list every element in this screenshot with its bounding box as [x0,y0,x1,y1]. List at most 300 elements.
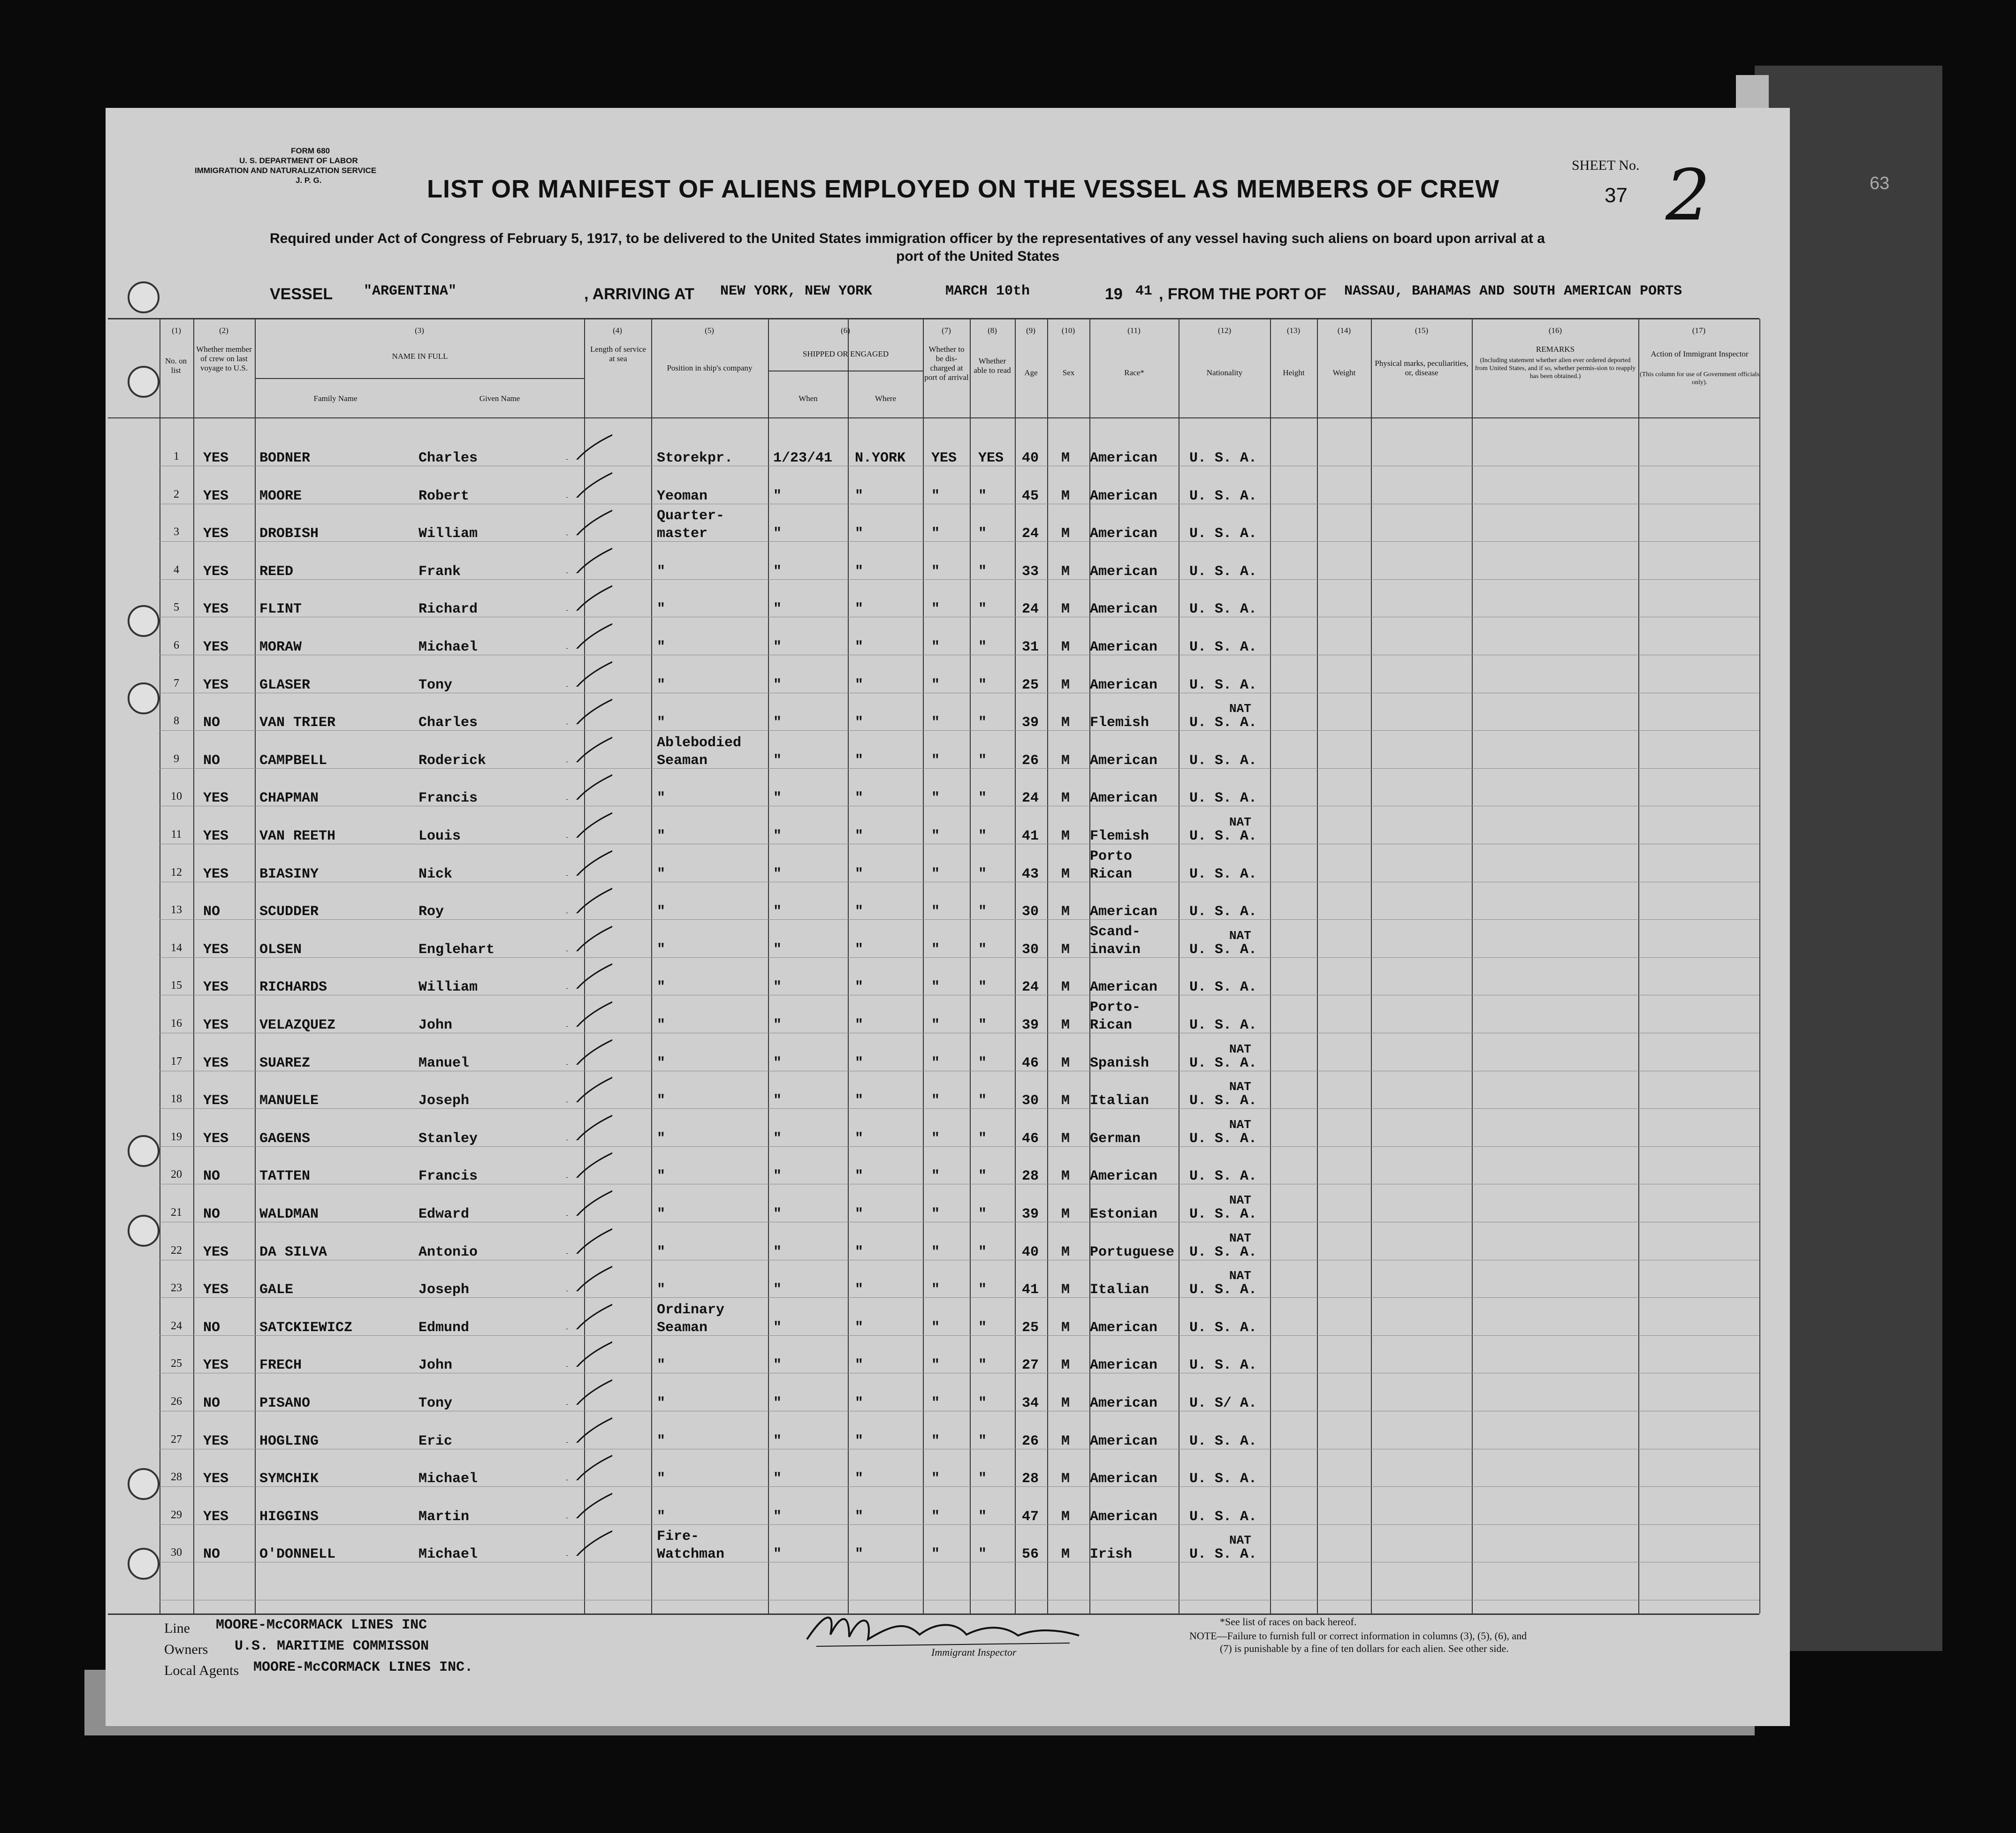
check-mark-icon [565,659,612,687]
discharged: " [931,677,940,693]
family-name: O'DONNELL [259,1546,336,1562]
age: 26 [1022,1433,1039,1449]
ruled-line [160,579,1759,580]
sex: M [1061,1546,1070,1562]
able-to-read: " [978,1395,987,1411]
ruled-line [160,1108,1759,1109]
row-number: 3 [174,526,179,538]
previous-voyage: NO [203,1546,221,1562]
position: " [657,904,666,920]
nationality: U. S. A. [1189,488,1257,504]
previous-voyage: YES [203,1131,229,1147]
punch-hole [128,1468,160,1500]
shipped-where: " [855,866,864,882]
column-divider [970,319,971,1613]
shipped-where: N.YORK [855,450,906,466]
able-to-read: " [978,715,987,731]
position: " [657,1017,666,1033]
header-physical-marks: Physical marks, peculiarities, or, disease [1375,359,1468,377]
previous-voyage: YES [203,1093,229,1109]
check-mark-icon [565,432,612,460]
race: American [1090,601,1158,617]
race: American [1090,1357,1158,1373]
age: 24 [1022,526,1039,542]
shipped-where: " [855,526,864,542]
page-title: LIST OR MANIFEST OF ALIENS EMPLOYED ON THE VESSEL AS MEMBERS OF CREW [427,175,1500,203]
discharged: " [931,904,940,920]
age: 24 [1022,601,1039,617]
age: 33 [1022,564,1039,580]
check-mark-icon [565,1452,612,1480]
able-to-read: " [978,677,987,693]
discharged: " [931,1244,940,1260]
able-to-read: " [978,1509,987,1525]
shipped-where: " [855,1282,864,1298]
able-to-read: " [978,601,987,617]
shipped-where: " [855,942,864,958]
check-mark-icon [565,772,612,800]
position: " [657,1509,666,1525]
age: 26 [1022,753,1039,769]
given-name: Nick [418,866,453,882]
column-divider [1089,319,1090,1613]
family-name: PISANO [259,1395,311,1411]
able-to-read: YES [978,450,1004,466]
previous-voyage: YES [203,790,229,806]
race: American [1090,979,1158,995]
given-name: William [418,526,478,542]
age: 45 [1022,488,1039,504]
header-discharged: Whether to be dis-charged at port of arrival [924,345,969,382]
vessel-name: "ARGENTINA" [364,283,457,299]
nationality: U. S. A. [1189,526,1257,542]
header-weight: Weight [1332,368,1356,377]
race: American [1090,1471,1158,1487]
check-mark-icon [565,621,612,649]
sex: M [1061,1168,1070,1184]
previous-voyage: YES [203,1357,229,1373]
given-name: Michael [418,1546,478,1562]
position: " [657,1168,666,1184]
previous-voyage: YES [203,1017,229,1033]
shipped-where: " [855,1131,864,1147]
discharged: " [931,1395,940,1411]
race: Flemish [1090,715,1149,731]
age: 34 [1022,1395,1039,1411]
punch-hole [128,366,160,398]
owners-label: Owners [164,1642,208,1657]
race: American [1090,1433,1158,1449]
nationality-note: NAT [1229,702,1251,716]
shipped-when: " [773,942,782,958]
age: 30 [1022,1093,1039,1109]
able-to-read: " [978,1055,987,1071]
position: Storekpr. [657,450,733,466]
shipped-when: " [773,564,782,580]
from-label: , FROM THE PORT OF [1159,285,1326,303]
shipped-where: " [855,1546,864,1562]
age: 25 [1022,677,1039,693]
previous-voyage: NO [203,1395,221,1411]
nationality: U. S. A. [1189,1546,1257,1562]
age: 41 [1022,828,1039,844]
nationality: U. S. A. [1189,1093,1257,1109]
previous-voyage: YES [203,866,229,882]
able-to-read: " [978,1131,987,1147]
family-name: WALDMAN [259,1206,319,1222]
subtitle-line1: Required under Act of Congress of February 5, 1917, to be delivered to the United States immigration officer by the representatives of any vessel having such aliens on board upon arrival at a [270,231,1545,246]
nationality: U. S. A. [1189,866,1257,882]
ruled-line [160,730,1759,731]
previous-voyage: YES [203,677,229,693]
row-number: 10 [171,790,182,803]
ruled-line [160,541,1759,542]
shipped-when: " [773,601,782,617]
previous-voyage: NO [203,753,221,769]
column-divider [1047,319,1048,1613]
given-name: Englehart [418,942,495,958]
position: Yeoman [657,488,708,504]
check-mark-icon [565,1415,612,1443]
shipped-where: " [855,753,864,769]
race: Rican [1090,866,1133,882]
race: American [1090,790,1158,806]
punch-hole [128,1135,160,1167]
age: 39 [1022,715,1039,731]
discharged: YES [931,450,957,466]
shipped-where: " [855,1357,864,1373]
able-to-read: " [978,1357,987,1373]
race-first-line: Porto [1090,848,1133,864]
sex: M [1061,1017,1070,1033]
row-number: 21 [171,1206,182,1219]
ruled-line [160,1335,1759,1336]
family-name: HIGGINS [259,1509,319,1525]
position: " [657,1433,666,1449]
row-number: 14 [171,942,182,954]
race-first-line: Scand- [1090,924,1141,940]
races-note: *See list of races on back hereof. [1220,1616,1357,1628]
shipped-when: " [773,790,782,806]
race: Spanish [1090,1055,1149,1071]
given-name: Frank [418,564,461,580]
race: American [1090,526,1158,542]
row-number: 28 [171,1471,182,1483]
given-name: Richard [418,601,478,617]
arrival-date: MARCH 10th [945,283,1030,299]
position: " [657,1395,666,1411]
previous-voyage: YES [203,1244,229,1260]
family-name: GLASER [259,677,311,693]
age: 46 [1022,1055,1039,1071]
family-name: TATTEN [259,1168,311,1184]
sex: M [1061,564,1070,580]
column-number: (11) [1127,326,1141,335]
nationality-note: NAT [1229,815,1251,829]
check-mark-icon [565,470,612,498]
position: " [657,677,666,693]
nationality: U. S. A. [1189,1055,1257,1071]
sex: M [1061,1471,1070,1487]
family-name: SCUDDER [259,904,319,920]
sheet-label: SHEET No. [1572,158,1640,173]
discharged: " [931,1168,940,1184]
able-to-read: " [978,1471,987,1487]
nationality: U. S. A. [1189,677,1257,693]
header-no-on-list: No. on list [165,356,187,375]
column-number: (4) [613,326,622,335]
position: " [657,828,666,844]
line-value: MOORE-McCORMACK LINES INC [216,1617,427,1633]
punch-hole [128,682,160,714]
header-nationality: Nationality [1206,368,1243,377]
check-mark-icon [565,734,612,762]
column-number: (15) [1415,326,1429,335]
able-to-read: " [978,1093,987,1109]
family-name: DROBISH [259,526,319,542]
age: 25 [1022,1320,1039,1336]
position: " [657,564,666,580]
column-divider [1317,319,1318,1613]
previous-voyage: YES [203,942,229,958]
column-number: (10) [1061,326,1075,335]
race: American [1090,488,1158,504]
discharged: " [931,715,940,731]
previous-voyage: YES [203,979,229,995]
nationality: U. S. A. [1189,1017,1257,1033]
column-divider [1015,319,1016,1613]
shipped-when: 1/23/41 [773,450,833,466]
ruled-line [160,768,1759,769]
column-number: (8) [988,326,997,335]
position: " [657,1131,666,1147]
header-remarks-note: (Including statement whether alien ever ordered deported from United States, and if so, whether permis-sion to reapply has been obtained.) [1475,357,1636,380]
able-to-read: " [978,1168,987,1184]
agents-label: Local Agents [164,1663,239,1678]
given-name: Francis [418,1168,478,1184]
check-mark-icon [565,583,612,611]
column-number: (17) [1692,326,1706,335]
inspector-label: Immigrant Inspector [931,1646,1017,1658]
age: 28 [1022,1471,1039,1487]
age: 41 [1022,1282,1039,1298]
sex: M [1061,1357,1070,1373]
shipped-when: " [773,526,782,542]
shipped-when: " [773,488,782,504]
sex: M [1061,1395,1070,1411]
nationality: U. S. A. [1189,1433,1257,1449]
discharged: " [931,1131,940,1147]
discharged: " [931,564,940,580]
race: American [1090,564,1158,580]
race: Estonian [1090,1206,1158,1222]
given-name: John [418,1017,453,1033]
column-divider [848,319,849,1613]
check-mark-icon [565,1490,612,1518]
given-name: Edward [418,1206,470,1222]
given-name: Roderick [418,753,487,769]
age: 28 [1022,1168,1039,1184]
family-name: SYMCHIK [259,1471,319,1487]
header-when: When [799,394,818,403]
position: " [657,601,666,617]
shipped-when: " [773,753,782,769]
nationality: U. S. A. [1189,1509,1257,1525]
ruled-line [160,1486,1759,1487]
row-number: 13 [171,904,182,916]
check-mark-icon [565,696,612,724]
check-mark-icon [565,1377,612,1405]
sex: M [1061,1093,1070,1109]
previous-voyage: YES [203,639,229,655]
shipped-when: " [773,639,782,655]
position: Seaman [657,753,708,769]
owners-value: U.S. MARITIME COMMISSON [235,1638,429,1654]
fine-note-line1: NOTE—Failure to furnish full or correct information in columns (3), (5), (6), and [1189,1630,1527,1642]
discharged: " [931,790,940,806]
nationality: U. S. A. [1189,1168,1257,1184]
discharged: " [931,1509,940,1525]
position: " [657,790,666,806]
column-number: (14) [1337,326,1351,335]
position: " [657,1206,666,1222]
shipped-where: " [855,1395,864,1411]
row-number: 2 [174,488,179,500]
nationality: U. S. A. [1189,904,1257,920]
previous-voyage: YES [203,1509,229,1525]
able-to-read: " [978,866,987,882]
sheet-number: 37 [1605,184,1628,207]
given-name: Tony [418,1395,453,1411]
nationality: U. S/ A. [1189,1395,1257,1411]
nationality: U. S. A. [1189,1244,1257,1260]
race: Italian [1090,1093,1149,1109]
nationality: U. S. A. [1189,1357,1257,1373]
discharged: " [931,526,940,542]
position: " [657,1357,666,1373]
race: American [1090,1509,1158,1525]
shipped-where: " [855,1093,864,1109]
family-name: BODNER [259,450,311,466]
shipped-when: " [773,715,782,731]
shipped-when: " [773,1282,782,1298]
discharged: " [931,1282,940,1298]
shipped-where: " [855,1433,864,1449]
column-divider [1472,319,1473,1613]
discharged: " [931,1471,940,1487]
previous-voyage: NO [203,1320,221,1336]
previous-voyage: YES [203,1055,229,1071]
check-mark-icon [565,1226,612,1254]
family-name: CAMPBELL [259,753,327,769]
race: American [1090,1320,1158,1336]
given-name: Martin [418,1509,470,1525]
family-name: GALE [259,1282,294,1298]
previous-voyage: YES [203,1471,229,1487]
given-name: Manuel [418,1055,470,1071]
header-given-name: Given Name [479,394,520,403]
age: 27 [1022,1357,1039,1373]
nationality: U. S. A. [1189,790,1257,806]
shipped-when: " [773,904,782,920]
check-mark-icon [565,1074,612,1102]
race: American [1090,753,1158,769]
nationality-note: NAT [1229,1042,1251,1056]
subtitle-line2: port of the United States [896,249,1060,264]
year-prefix: 19 [1105,285,1123,303]
age: 39 [1022,1206,1039,1222]
punch-hole [128,605,160,637]
check-mark-icon [565,999,612,1027]
able-to-read: " [978,828,987,844]
sex: M [1061,979,1070,995]
shipped-when: " [773,1168,782,1184]
header-length-of-service: Length of service at sea [590,345,646,363]
column-number: (7) [942,326,951,335]
column-number: (16) [1548,326,1562,335]
check-mark-icon [565,1528,612,1556]
sex: M [1061,1206,1070,1222]
sex: M [1061,942,1070,958]
family-name: VAN REETH [259,828,336,844]
given-name: Michael [418,1471,478,1487]
column-divider [768,319,769,1613]
fine-note-line2: (7) is punishable by a fine of ten dollars for each alien. See other side. [1220,1643,1509,1654]
row-number: 1 [174,450,179,462]
discharged: " [931,639,940,655]
position: " [657,866,666,882]
given-name: Eric [418,1433,453,1449]
able-to-read: " [978,1206,987,1222]
given-name: Roy [418,904,444,920]
shipped-where: " [855,790,864,806]
race: Portuguese [1090,1244,1175,1260]
check-mark-icon [565,1301,612,1329]
family-name: VAN TRIER [259,715,336,731]
row-number: 29 [171,1509,182,1521]
position: " [657,1471,666,1487]
sex: M [1061,828,1070,844]
row-number: 30 [171,1546,182,1559]
sex: M [1061,526,1070,542]
discharged: " [931,488,940,504]
header-shipped-or-engaged: SHIPPED OR ENGAGED [802,349,889,358]
column-number: (1) [172,326,181,335]
shipped-where: " [855,1017,864,1033]
previous-voyage: YES [203,488,229,504]
given-name: Joseph [418,1093,470,1109]
ruled-line [160,919,1759,920]
able-to-read: " [978,488,987,504]
family-name: MOORE [259,488,302,504]
inspector-signature [798,1602,1088,1653]
table-header-border [108,417,1759,418]
sex: M [1061,790,1070,806]
check-mark-icon [565,507,612,535]
family-name: HOGLING [259,1433,319,1449]
discharged: " [931,1546,940,1562]
race: Irish [1090,1546,1133,1562]
shipped-when: " [773,1017,782,1033]
discharged: " [931,601,940,617]
previous-voyage: YES [203,828,229,844]
check-mark-icon [565,1037,612,1065]
sex: M [1061,639,1070,655]
shipped-when: " [773,1206,782,1222]
nationality: U. S. A. [1189,753,1257,769]
shipped-where: " [855,677,864,693]
nationality: U. S. A. [1189,601,1257,617]
